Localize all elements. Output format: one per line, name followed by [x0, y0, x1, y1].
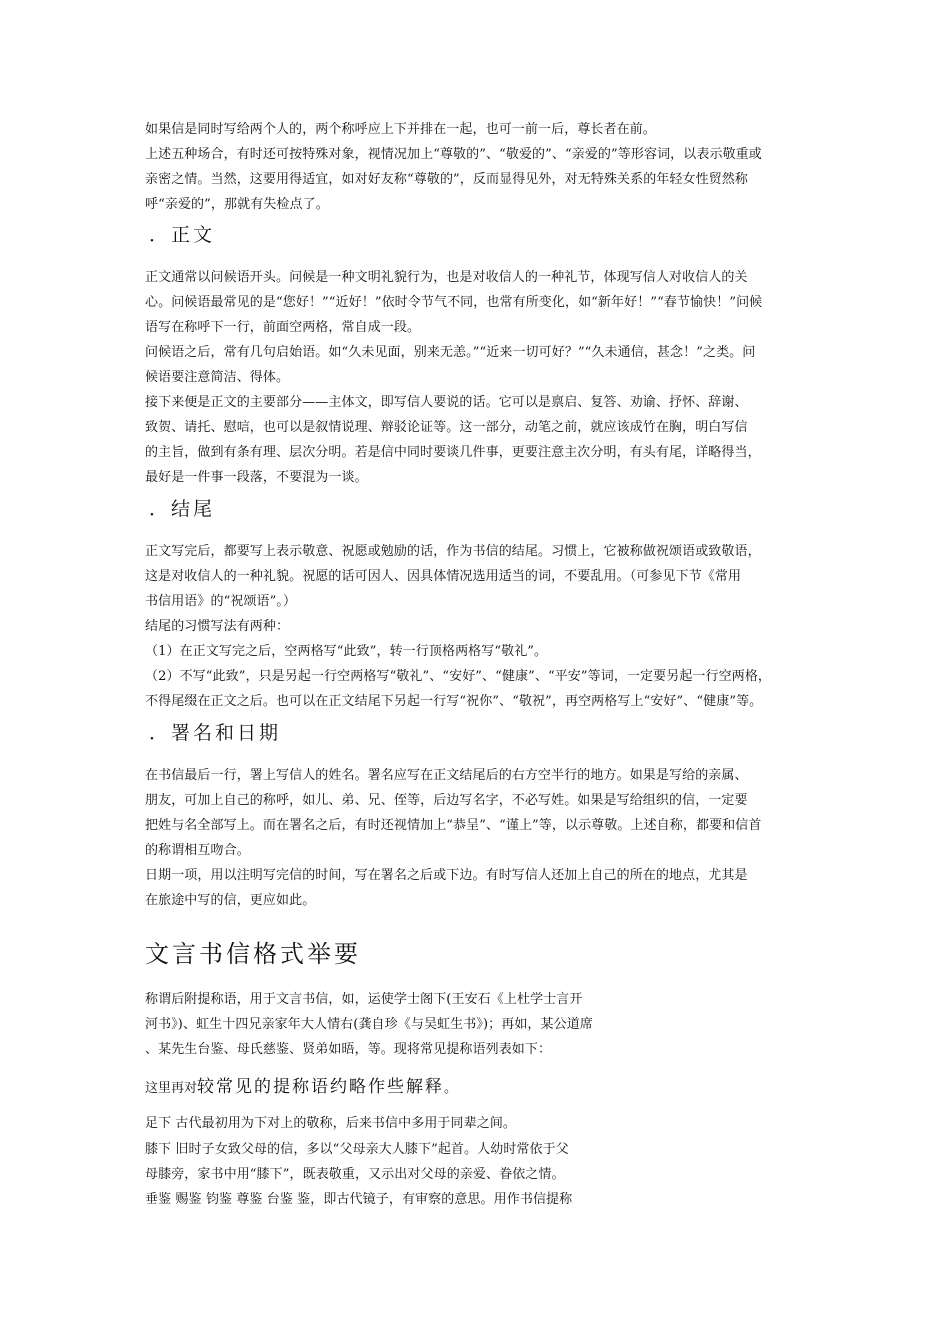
- paragraph-line: 河书》)、虹生十四兄亲家年大人情右(龚自珍《与吴虹生书》)；再如，某公道席: [145, 1017, 593, 1032]
- paragraph-line: 亲密之情。当然，这要用得适宜，如对好友称“尊敬的”，反而显得见外，对无特殊关系的年轻女性贸然称: [145, 172, 748, 187]
- paragraph-line: 如果信是同时写给两个人的，两个称呼应上下并排在一起，也可一前一后，尊长者在前。: [145, 122, 656, 137]
- paragraph-line: 正文写完后，都要写上表示敬意、祝愿或勉励的话，作为书信的结尾。习惯上，它被称做祝颂语或致敬语，: [145, 544, 761, 559]
- paragraph-line: 正文通常以问候语开头。问候是一种文明礼貌行为，也是对收信人的一种礼节，体现写信人对收信人的关: [145, 270, 748, 285]
- paragraph-line: 的主旨，做到有条有理、层次分明。若是信中同时要谈几件事，更要注意主次分明，有头有尾，详略得当，: [145, 445, 761, 460]
- section-heading-body: ．正文: [149, 224, 216, 246]
- paragraph-line: 称谓后附提称语，用于文言书信，如，运使学士阁下(王安石《上杜学士言开: [145, 992, 583, 1007]
- term-line: 足下 古代最初用为下对上的敬称，后来书信中多用于同辈之间。: [145, 1116, 517, 1131]
- paragraph-line: 日期一项，用以注明写完信的时间，写在署名之后或下边。有时写信人还加上自己的所在的地点，尤其是: [145, 868, 748, 883]
- paragraph-line: 、某先生台鉴、母氏慈鉴、贤弟如晤，等。现将常见提称语列表如下：: [145, 1042, 552, 1057]
- paragraph-line: 问候语之后，常有几句启始语。如“久未见面，别来无恙。”“近来一切可好？”“久未通信，甚念！”之类。问: [145, 345, 756, 360]
- paragraph-line: 在书信最后一行，署上写信人的姓名。署名应写在正文结尾后的右方空半行的地方。如果是写给的亲属、: [145, 768, 748, 783]
- paragraph-line: 候语要注意简洁、得体。: [145, 370, 290, 385]
- paragraph-line: 在旅途中写的信，更应如此。: [145, 893, 316, 908]
- explanation-suffix: 。: [444, 1081, 458, 1096]
- term-line: 母膝旁，家书中用“膝下”，既表敬重，又示出对父母的亲爱、眷依之情。: [145, 1167, 565, 1182]
- section-heading-signature: ．署名和日期: [149, 722, 282, 744]
- paragraph-line: 致贺、请托、慰唁，也可以是叙情说理、辩驳论证等。这一部分，动笔之前，就应该成竹在胸，明白写信: [145, 420, 748, 435]
- paragraph-line: 接下来便是正文的主要部分——主体文，即写信人要说的话。它可以是禀启、复答、劝谕、抒怀、辞谢、: [145, 395, 748, 410]
- paragraph-line: 语写在称呼下一行，前面空两格，常自成一段。: [145, 320, 421, 335]
- paragraph-line: 最好是一件事一段落，不要混为一谈。: [145, 470, 368, 485]
- paragraph-line: 呼“亲爱的”，那就有失检点了。: [145, 197, 329, 212]
- paragraph-line: 朋友，可加上自己的称呼，如儿、弟、兄、侄等，后边写名字，不必写姓。如果是写给组织的信，一定要: [145, 793, 748, 808]
- paragraph-line: 上述五种场合，有时还可按特殊对象，视情况加上“尊敬的”、“敬爱的”、“亲爱的”等形容词，以表示敬重或: [145, 147, 762, 162]
- paragraph-line: 这是对收信人的一种礼貌。祝愿的话可因人、因具体情况选用适当的词，不要乱用。（可参见下节《常用: [145, 569, 742, 584]
- term-line: 膝下 旧时子女致父母的信，多以“父母亲大人膝下”起首。人幼时常依于父: [145, 1142, 569, 1157]
- term-line: 垂鉴 赐鉴 钧鉴 尊鉴 台鉴 鉴，即古代镜子，有审察的意思。用作书信提称: [145, 1192, 573, 1207]
- paragraph-line: （1）在正文写完之后，空两格写“此致”，转一行顶格两格写“敬礼”。: [145, 644, 548, 659]
- explanation-main: 较常见的提称语约略作些解释: [197, 1077, 445, 1097]
- section-title-classical: 文言书信格式举要: [145, 940, 361, 968]
- paragraph-line: （2）不写“此致”，只是另起一行空两格写“敬礼”、“安好”、“健康”、“平安”等词，一定要另起一行空两格，: [145, 669, 772, 684]
- explanation-line: [145, 1072, 457, 1097]
- explanation-prefix: 这里再对: [145, 1081, 198, 1096]
- paragraph-line: 书信用语》的“祝颂语”。）: [145, 594, 297, 609]
- paragraph-line: 结尾的习惯写法有两种：: [145, 619, 290, 634]
- paragraph-line: 把姓与名全部写上。而在署名之后，有时还视情加上“恭呈”、“谨上”等，以示尊敬。上述自称，都要和信首: [145, 818, 762, 833]
- section-heading-ending: ．结尾: [149, 498, 216, 520]
- paragraph-line: 的称谓相互吻合。: [145, 843, 250, 858]
- paragraph-line: 心。问候语最常见的是“您好！”“近好！”依时令节气不同，也常有所变化，如“新年好！”“春节愉快！”问候: [145, 295, 763, 310]
- paragraph-line: 不得尾缀在正文之后。也可以在正文结尾下另起一行写“祝你”、“敬祝”，再空两格写上“安好”、“健康”等。: [145, 694, 763, 709]
